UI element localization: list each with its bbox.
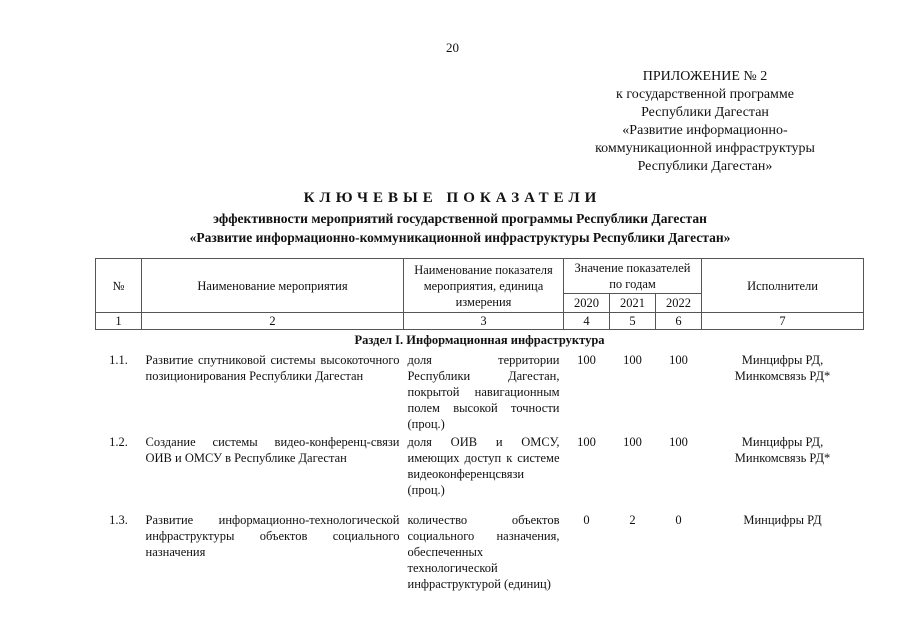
row-number: 1.3. [109, 513, 128, 527]
section-title: Раздел I. Информационная инфраструктура [354, 333, 605, 347]
row-number: 1.1. [109, 353, 128, 367]
header-indicator-name: Наименование показателя мероприятия, единица измерения [404, 259, 564, 313]
activity-name: Развитие спутниковой системы высокоточного позиционирования Республики Дагестан [145, 353, 400, 383]
header-year-2020: 2020 [564, 294, 610, 313]
subtitle-line-1: эффективности мероприятий государственной программы Республики Дагестан [213, 211, 707, 226]
header-executors: Исполнители [702, 259, 864, 313]
value-2020: 100 [577, 435, 596, 449]
document-title: КЛЮЧЕВЫЕ ПОКАЗАТЕЛИ [303, 190, 602, 206]
column-number: 4 [564, 313, 610, 330]
subtitle-line-2: «Развитие информационно-коммуникационной инфраструктуры Республики Дагестан» [189, 230, 731, 245]
value-2020: 100 [577, 353, 596, 367]
value-2021: 2 [629, 513, 636, 527]
appendix-line: ПРИЛОЖЕНИЕ № 2 [642, 69, 768, 84]
activity-name: Развитие информационно-технологической инфраструктуры объектов социального назначения [145, 513, 400, 559]
page-number: 20 [446, 40, 459, 55]
appendix-block [580, 68, 830, 176]
executor: Минцифры РД, [741, 353, 824, 367]
column-number: 5 [610, 313, 656, 330]
header-year-2022: 2022 [656, 294, 702, 313]
value-2021: 100 [623, 435, 642, 449]
column-numbers-row [96, 313, 864, 330]
table-row [96, 511, 864, 593]
appendix-line: Республики Дагестан» [637, 159, 773, 174]
column-number: 2 [142, 313, 404, 330]
document-subtitle [60, 209, 860, 247]
appendix-line: к государственной программе [616, 87, 794, 102]
executor: Минкомсвязь РД* [734, 451, 831, 465]
column-number: 6 [656, 313, 702, 330]
executors [702, 433, 864, 511]
executors [702, 511, 864, 593]
table-row [96, 351, 864, 433]
indicators-table [95, 258, 864, 593]
executor: Минцифры РД, [741, 435, 824, 449]
header-number: № [96, 259, 142, 313]
header-values-by-year: Значение показателей по годам [564, 259, 702, 294]
activity-name: Создание системы видео-конференц-связи ОИВ и ОМСУ в Республике Дагестан [145, 435, 400, 465]
column-number: 1 [96, 313, 142, 330]
executors [702, 351, 864, 433]
value-2022: 0 [675, 513, 682, 527]
appendix-line: «Развитие информационно- [622, 123, 788, 138]
executor: Минкомсвязь РД* [734, 369, 831, 383]
value-2021: 100 [623, 353, 642, 367]
appendix-line: Республики Дагестан [641, 105, 769, 120]
column-number: 3 [404, 313, 564, 330]
header-activity-name: Наименование мероприятия [142, 259, 404, 313]
indicator-name: количество объектов социального назначения, обеспеченных технологической инфраструктурой (единиц) [407, 513, 560, 591]
row-number: 1.2. [109, 435, 128, 449]
column-number: 7 [702, 313, 864, 330]
executor: Минцифры РД [743, 513, 822, 527]
indicator-name: доля ОИВ и ОМСУ, имеющих доступ к системе видеоконференцсвязи (проц.) [407, 435, 560, 497]
value-2022: 100 [669, 353, 688, 367]
header-year-2021: 2021 [610, 294, 656, 313]
section-row [96, 330, 864, 352]
appendix-line: коммуникационной инфраструктуры [595, 141, 815, 156]
indicator-name: доля территории Республики Дагестан, покрытой навигационным полем высокой точности (проц.) [407, 353, 560, 431]
value-2020: 0 [583, 513, 590, 527]
table-row [96, 433, 864, 511]
value-2022: 100 [669, 435, 688, 449]
